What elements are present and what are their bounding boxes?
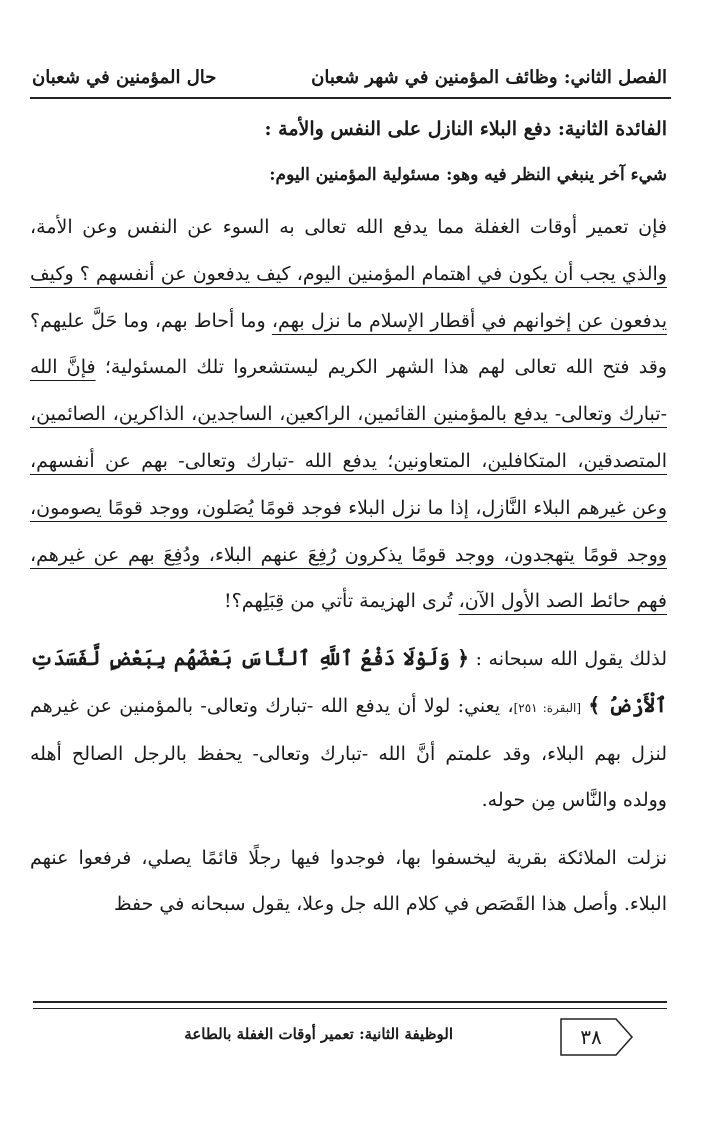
footer-divider-thick bbox=[33, 1001, 667, 1003]
page-body bbox=[30, 106, 667, 927]
chapter-title: الفصل الثاني: وظائف المؤمنين في شهر شعبان bbox=[311, 66, 667, 88]
page-number-tab bbox=[560, 1018, 634, 1056]
quran-verse: ﴿ وَلَوْلَا دَفْعُ ٱللَّهِ ٱلنَّاسَ بَعْضَهُم بِبَعْضٍ لَّفَسَدَتِ ٱلْأَرْضُ ﴾ bbox=[30, 646, 667, 718]
paragraph-1-middle: وما أحاط بهم، وما حَلَّ عليهم؟ وقد فتح الله تعالى لهم هذا الشهر الكريم ليستشعروا تلك المسئولية؛ bbox=[30, 309, 667, 379]
header-divider bbox=[30, 97, 671, 99]
running-header bbox=[32, 60, 667, 94]
section-heading: الفائدة الثانية: دفع البلاء النازل على النفس والأمة : bbox=[264, 118, 667, 140]
intro-line: شيء آخر ينبغي النظر فيه وهو: مسئولية المؤمنين اليوم: bbox=[269, 165, 667, 185]
paragraph-2-rest: ، يعني: لولا أن يدفع الله -تبارك وتعالى- بالمؤمنين عن غيرهم لنزل بهم البلاء، وقد علمتم أنَّ الله -تبارك وتعالى- يحفظ بالرجل الصالح أهله وولده والنَّاس مِن حوله. bbox=[30, 695, 667, 812]
paragraph-1 bbox=[30, 204, 667, 625]
paragraph-1-end: تُرى الهزيمة تأتي من قِبَلِهم؟! bbox=[223, 590, 459, 613]
page-number: ٣٨ bbox=[580, 1025, 602, 1049]
paragraph-1-start: فإن تعمير أوقات الغفلة مما يدفع الله تعالى به السوء عن النفس وعن الأمة، bbox=[30, 216, 667, 238]
underlined-passage-1: والذي يجب أن يكون في اهتمام المؤمنين اليوم، كيف يدفعون عن أنفسهم ؟ وكيف يدفعون عن إخوانهم في أقطار الإسلام ما نزل بهم، bbox=[30, 262, 667, 332]
paragraph-2 bbox=[30, 635, 667, 823]
underlined-passage-2: فإنَّ الله -تبارك وتعالى- يدفع بالمؤمنين القائمين، الراكعين، الساجدين، الذاكرين، الصائمين، المتصدقين، المتكافلين، المتعاونين؛ يدفع الله -تبارك وتعالى- بهم عن أنفسهم، وعن غيرهم البلاء النَّازل، إذا ما نزل البلاء فوجد قومًا يُصَلون، ووجد قومًا يصومون، ووجد قومًا يتهجدون، ووجد قومًا يذكرون رُفِعَ عنهم البلاء، ودُفِعَ بهم عن غيرهم، فهم حائط الصد الأول الآن، bbox=[30, 356, 667, 613]
paragraph-2-lead: لذلك يقول الله سبحانه : bbox=[469, 648, 667, 671]
section-title: حال المؤمنين في شعبان bbox=[32, 66, 217, 88]
paragraph-3: نزلت الملائكة بقرية ليخسفوا بها، فوجدوا فيها رجلًا قائمًا يصلي، فرفعوا عنهم البلاء. وأصل هذا القَصَص في كلام الله جل وعلا، يقول سبحانه في حفظ bbox=[30, 847, 667, 916]
footer-title: الوظيفة الثانية: تعمير أوقات الغفلة بالطاعة bbox=[184, 1025, 453, 1043]
verse-reference: [البقرة: ٢٥١] bbox=[513, 701, 582, 716]
footer-divider-thin bbox=[33, 1008, 667, 1009]
